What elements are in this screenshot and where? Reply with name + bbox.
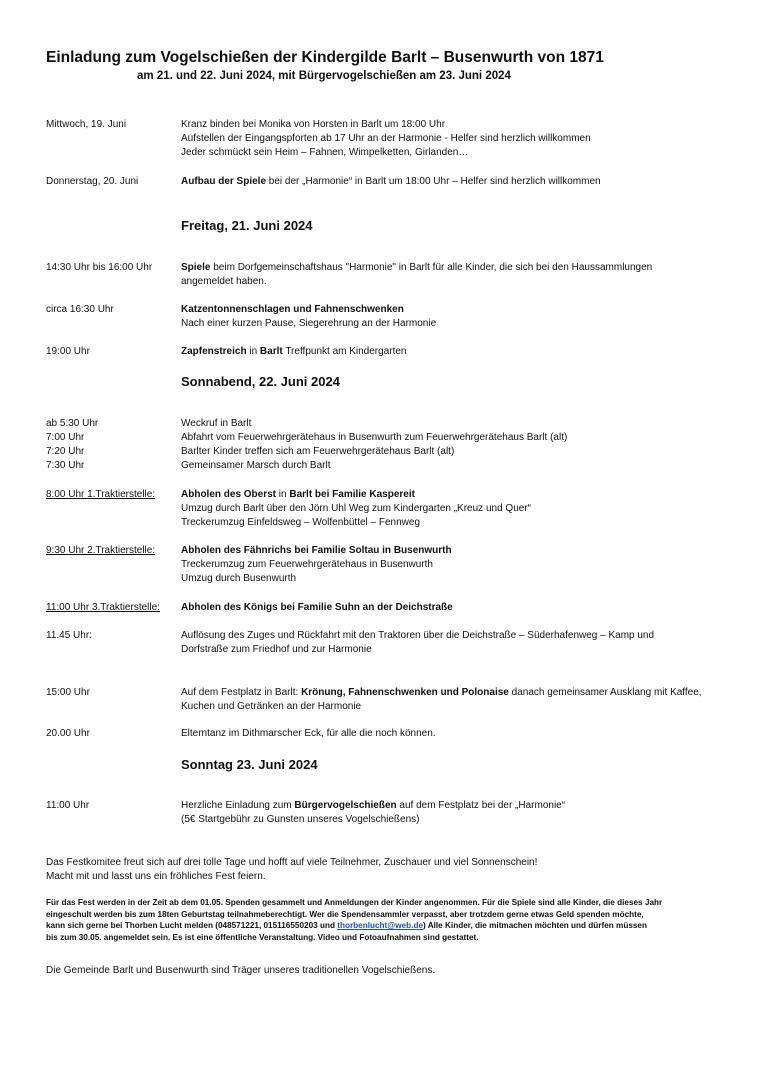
entry-bold: Barlt bei Familie Kaspereit: [289, 489, 415, 500]
entry-line: Treckerumzug zum Feuerwehrgerätehaus in Busenwurth: [181, 559, 433, 570]
closing-paragraph: [46, 856, 722, 883]
activity-line: Barlter Kinder treffen sich am Feuerwehrgerätehaus Barlt (alt): [181, 446, 455, 457]
entry-bold: Spiele: [181, 262, 211, 273]
entry-bold: Abholen des Fähnrichs bei Familie Soltau in Busenwurth: [181, 545, 452, 556]
entry-bold: Bürgervogelschießen: [294, 800, 397, 811]
entry-line: Umzug durch Busenwurth: [181, 573, 297, 584]
entry-label: 11.45 Uhr:: [46, 630, 92, 641]
activity-line: Gemeinsamer Marsch durch Barlt: [181, 460, 331, 471]
entry-label: 19:00 Uhr: [46, 346, 90, 357]
entry-bold: Abholen des Oberst: [181, 489, 277, 500]
notice-text: kann sich gerne bei Thorben Lucht melden (048571221, 015116550203 und: [46, 921, 338, 930]
entry-description: [181, 345, 407, 359]
notice-line: bis zum 30.05. angemeldet sein. Es ist eine öffentliche Veranstaltung. Video und Fotoaufnahmen sind gestattet.: [46, 932, 479, 942]
entry-text: bei der „Harmonie“ in Barlt um 18:00 Uhr – Helfer sind herzlich willkommen: [266, 176, 601, 187]
entry-bold: Abholen des Königs bei Familie Suhn an der Deichstraße: [181, 602, 453, 613]
entry-description: [181, 629, 654, 657]
entry-line: angemeldet haben.: [181, 276, 267, 287]
entry-text: Herzliche Einladung zum: [181, 800, 295, 811]
entry-text: in: [276, 489, 290, 500]
entry-line: Elterntanz im Dithmarscher Eck, für alle die noch können.: [181, 728, 436, 739]
entry-description: [181, 488, 531, 530]
entry-bold: Zapfenstreich: [181, 346, 247, 357]
traktierstelle-label: 8:00 Uhr 1.Traktierstelle:: [46, 489, 156, 500]
entry-bold: Katzentonnenschlagen und Fahnenschwenken: [181, 304, 404, 315]
entry-text: in: [246, 346, 260, 357]
page-subtitle: am 21. und 22. Juni 2024, mit Bürgervogelschießen am 23. Juni 2024: [137, 70, 511, 82]
entry-bold: Barlt: [259, 346, 283, 357]
time-label: 7:20 Uhr: [46, 446, 85, 457]
closing-line: Das Festkomitee freut sich auf drei tolle Tage und hofft auf viele Teilnehmer, Zuschauer und viel Sonnenschein!: [46, 857, 538, 868]
entry-line: Kuchen und Getränken an der Harmonie: [181, 701, 362, 712]
entry-line: (5€ Startgebühr zu Gunsten unseres Vogelschießens): [181, 814, 420, 825]
entry-label: 20.00 Uhr: [46, 728, 90, 739]
entry-line: Dorfstraße zum Friedhof und zur Harmonie: [181, 644, 372, 655]
entry-description: [181, 799, 565, 827]
entry-line: Aufstellen der Eingangspforten ab 17 Uhr an der Harmonie - Helfer sind herzlich willkommen: [181, 133, 591, 144]
entry-line: Umzug durch Barlt über den Jörn Uhl Weg zum Kindergarten „Kreuz und Quer“: [181, 503, 531, 514]
entry-description: [181, 303, 436, 331]
entry-line: Nach einer kurzen Pause, Siegerehrung an der Harmonie: [181, 318, 437, 329]
entry-description: [181, 544, 452, 586]
entry-bold: Krönung, Fahnenschwenken und Polonaise: [301, 687, 509, 698]
notice-paragraph: [46, 897, 726, 943]
day-heading: Sonntag 23. Juni 2024: [181, 757, 318, 772]
sponsor-line: Die Gemeinde Barlt und Busenwurth sind Träger unseres traditionellen Vogelschießens.: [46, 965, 436, 976]
entry-description: [181, 601, 453, 615]
activity-line: Weckruf in Barlt: [181, 418, 252, 429]
entry-text: Treffpunkt am Kindergarten: [282, 346, 407, 357]
entry-line: Kranz binden bei Monika von Horsten in Barlt um 18:00 Uhr: [181, 119, 446, 130]
entry-label: 15:00 Uhr: [46, 687, 90, 698]
time-list: [46, 417, 98, 473]
activity-list: [181, 417, 567, 473]
entry-line: Auflösung des Zuges und Rückfahrt mit den Traktoren über die Deichstraße – Süderhafenweg – Kamp und: [181, 630, 655, 641]
traktierstelle-label: 11:00 Uhr 3.Traktierstelle:: [46, 602, 160, 613]
entry-text: auf dem Festplatz bei der „Harmonie“: [396, 800, 566, 811]
traktierstelle-label: 9:30 Uhr 2.Traktierstelle:: [46, 545, 156, 556]
entry-label: 14:30 Uhr bis 16:00 Uhr: [46, 262, 153, 273]
entry-description: [181, 686, 702, 714]
entry-text: Auf dem Festplatz in Barlt:: [181, 687, 302, 698]
notice-line: Für das Fest werden in der Zeit ab dem 01.05. Spenden gesammelt und Anmeldungen der Kinder angenommen. Für die Spiele sind alle Kinder, die dieses Jahr: [46, 898, 663, 907]
entry-line: Treckerumzug Einfeldsweg – Wolfenbüttel – Fennweg: [181, 517, 421, 528]
entry-text: danach gemeinsamer Ausklang mit Kaffee,: [508, 687, 702, 698]
closing-line: Macht mit und lasst uns ein fröhliches Fest feiern.: [46, 870, 266, 882]
entry-description: [181, 175, 601, 189]
day-heading: Freitag, 21. Juni 2024: [181, 218, 313, 233]
entry-description: [181, 261, 652, 289]
day-heading: Sonnabend, 22. Juni 2024: [181, 374, 340, 389]
notice-text: ) Alle Kinder, die mitmachen möchten und dürfen müssen: [423, 921, 647, 930]
entry-description: [181, 118, 591, 160]
time-label: ab 5:30 Uhr: [46, 418, 99, 429]
page-title: Einladung zum Vogelschießen der Kindergilde Barlt – Busenwurth von 1871: [46, 49, 604, 66]
entry-label: Donnerstag, 20. Juni: [46, 176, 139, 187]
time-label: 7:30 Uhr: [46, 460, 85, 471]
entry-description: [181, 727, 436, 741]
entry-text: beim Dorfgemeinschaftshaus "Harmonie" in Barlt für alle Kinder, die sich bei den Haussammlungen: [210, 262, 653, 273]
entry-label: 11:00 Uhr: [46, 800, 90, 811]
entry-line: Jeder schmückt sein Heim – Fahnen, Wimpelketten, Girlanden…: [181, 147, 469, 158]
email-link[interactable]: thorbenlucht@web.de: [337, 921, 424, 930]
activity-line: Abfahrt vom Feuerwehrgerätehaus in Busenwurth zum Feuerwehrgerätehaus Barlt (alt): [181, 432, 568, 443]
entry-label: Mittwoch, 19. Juni: [46, 119, 127, 130]
entry-bold: Aufbau der Spiele: [181, 176, 267, 187]
notice-line: eingeschult werden bis zum 18ten Geburtstag teilnahmeberechtigt. Wer die Spendensammler verpasst, aber trotzdem gerne etwas Geld spenden möchte,: [46, 909, 644, 919]
time-label: 7:00 Uhr: [46, 432, 85, 443]
entry-label: circa 16:30 Uhr: [46, 304, 114, 315]
